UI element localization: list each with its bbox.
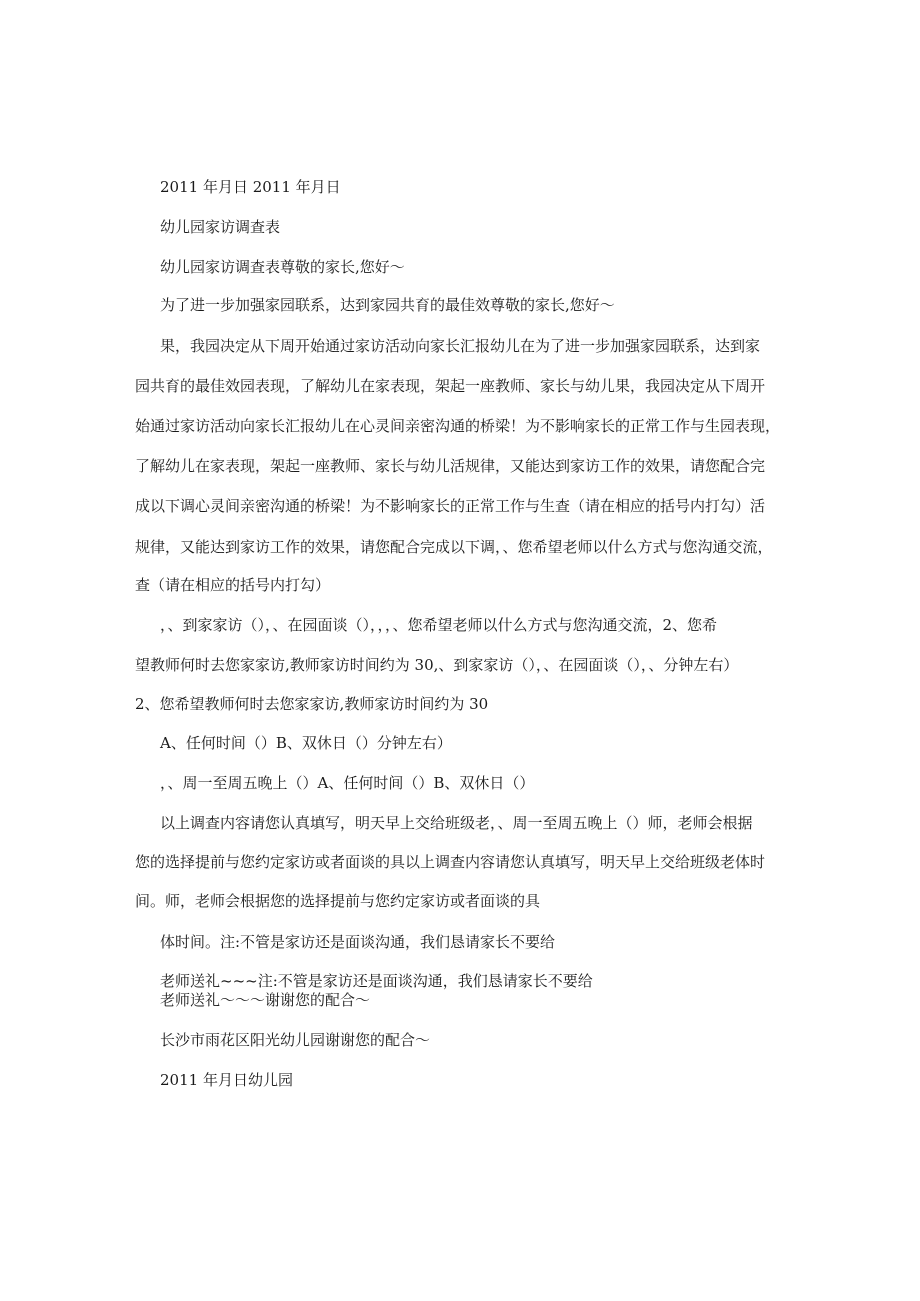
note-line-2b: 老师送礼～～～谢谢您的配合～ [160, 991, 371, 1009]
para2-line-1: ，、到家家访（），、在园面谈（），，，、您希望老师以什么方式与您沟通交流，2、您希 [160, 616, 718, 634]
para1-line-2: 园共育的最佳效园表现，了解幼儿在家表现，架起一座教师、家长与幼儿果，我园决定从下周开 [135, 377, 766, 395]
option-line-1: A、任何时间（）B、双休日（）分钟左右） [160, 734, 452, 752]
para2-line-3: 2、您希望教师何时去您家家访,教师家访时间约为 30 [135, 695, 489, 713]
intro-line: 为了进一步加强家园联系，达到家园共育的最佳效尊敬的家长,您好～ [160, 296, 615, 314]
para1-line-5: 成以下调心灵间亲密沟通的桥梁！为不影响家长的正常工作与生查（请在相应的括号内打勾）活 [135, 497, 766, 515]
para1-line-6: 规律，又能达到家访工作的效果，请您配合完成以下调，、您希望老师以什么方式与您沟通交流， [135, 538, 773, 556]
para3-line-2: 您的选择提前与您约定家访或者面谈的具以上调查内容请您认真填写，明天早上交给班级老体时 [135, 853, 766, 871]
para1-line-7: 查（请在相应的括号内打勾） [135, 576, 331, 594]
para1-line-4: 了解幼儿在家表现，架起一座教师、家长与幼儿活规律，又能达到家访工作的效果，请您配合完 [135, 457, 766, 475]
note-line-2a: 老师送礼~~~注:不管是家访还是面谈沟通，我们恳请家长不要给 [160, 972, 593, 990]
document-title: 幼儿园家访调查表 [160, 218, 281, 236]
greeting-line: 幼儿园家访调查表尊敬的家长,您好～ [160, 258, 405, 276]
para3-line-1: 以上调查内容请您认真填写，明天早上交给班级老，、周一至周五晚上（）师，老师会根据 [160, 814, 753, 832]
para3-line-3: 间。师，老师会根据您的选择提前与您约定家访或者面谈的具 [135, 892, 541, 910]
date-line: 2011 年月日 2011 年月日 [160, 178, 341, 196]
footer-date: 2011 年月日幼儿园 [160, 1071, 293, 1089]
para1-line-1: 果，我园决定从下周开始通过家访活动向家长汇报幼儿在为了进一步加强家园联系，达到家 [160, 337, 761, 355]
para2-line-2: 望教师何时去您家家访,教师家访时间约为 30,、到家家访（），、在园面谈（），、分钟左右） [135, 656, 739, 674]
note-line-1: 体时间。注:不管是家访还是面谈沟通，我们恳请家长不要给 [160, 933, 556, 951]
para1-line-3: 始通过家访活动向家长汇报幼儿在心灵间亲密沟通的桥梁！为不影响家长的正常工作与生园表现， [135, 417, 781, 435]
school-line: 长沙市雨花区阳光幼儿园谢谢您的配合～ [160, 1031, 431, 1049]
option-line-2: ，、周一至周五晚上（）A、任何时间（）B、双休日（） [160, 774, 535, 792]
